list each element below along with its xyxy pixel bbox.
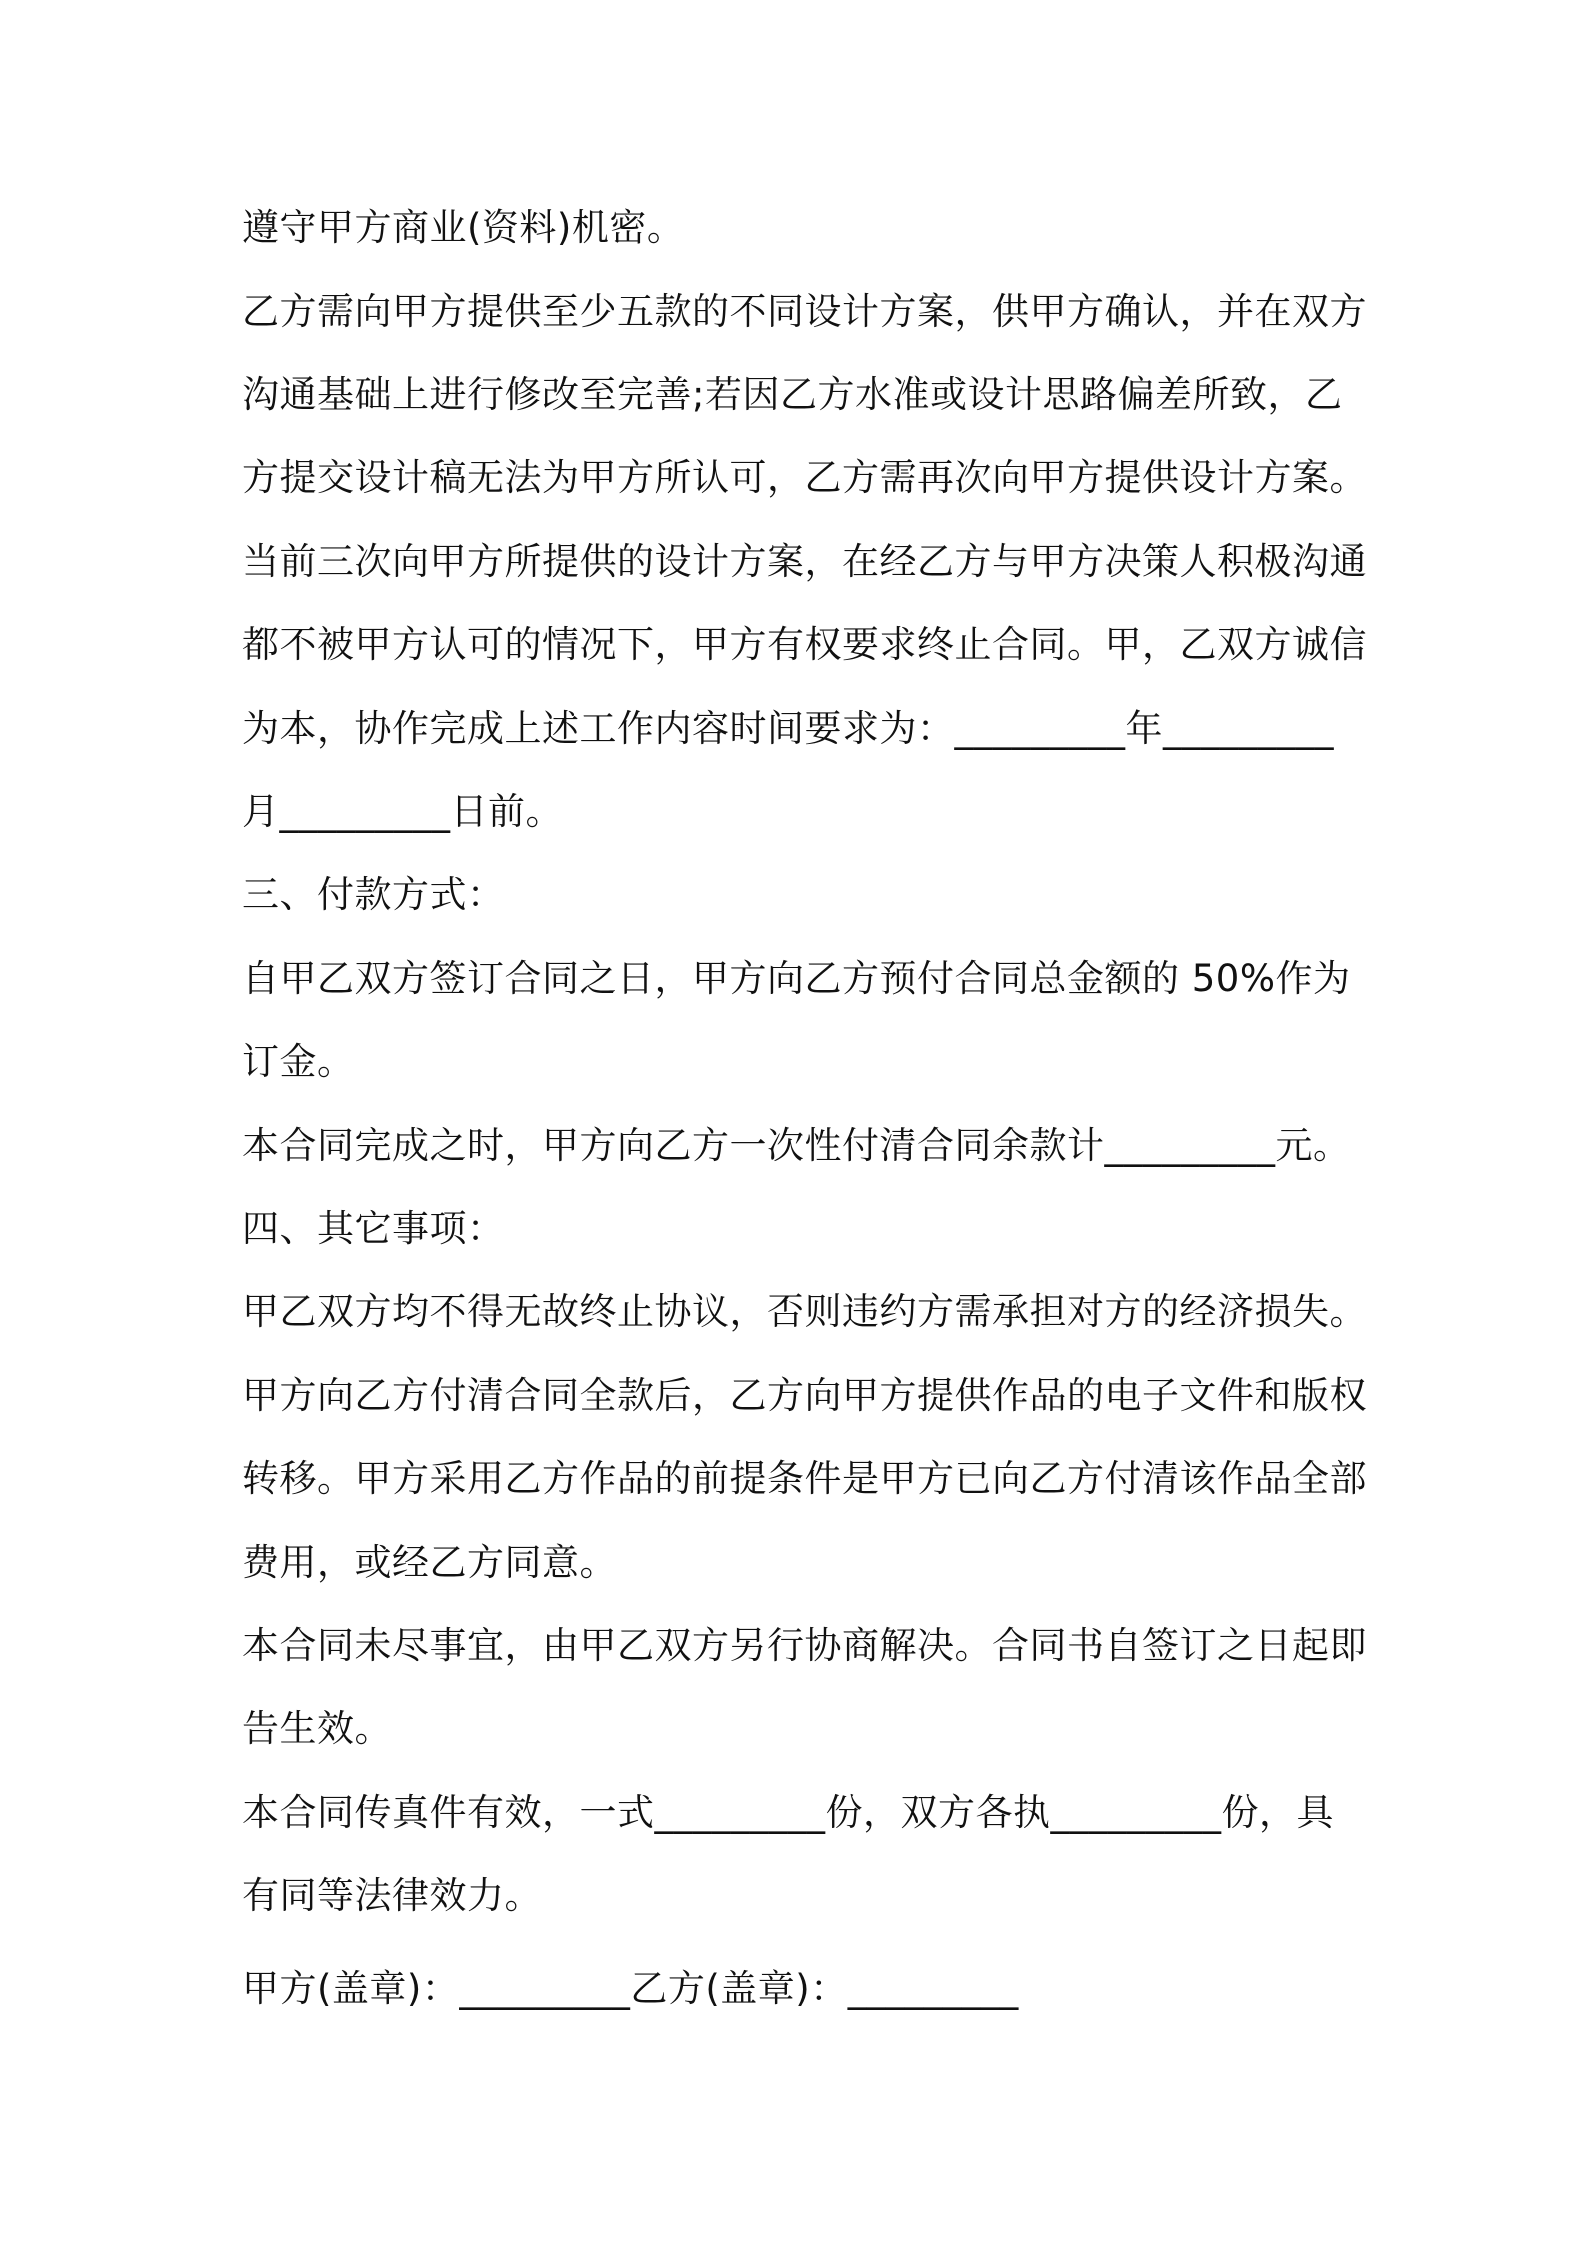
text-line-confidentiality: 遵守甲方商业(资料)机密。 (242, 206, 685, 249)
text-line: 订金。 (242, 1040, 355, 1083)
signature-line: 甲方(盖章)：_________乙方(盖章)：_________ (242, 1967, 1019, 2010)
section-heading-other-matters: 四、其它事项： (242, 1207, 505, 1250)
text-line: 转移。甲方采用乙方作品的前提条件是甲方已向乙方付清该作品全部 (242, 1457, 1367, 1500)
text-line-deposit: 自甲乙双方签订合同之日，甲方向乙方预付合同总金额的 50%作为 (242, 957, 1351, 1000)
section-heading-payment: 三、付款方式： (242, 873, 505, 916)
text-line: 沟通基础上进行修改至完善;若因乙方水准或设计思路偏差所致，乙 (242, 373, 1343, 416)
text-line: 方提交设计稿无法为甲方所认可，乙方需再次向甲方提供设计方案。 (242, 456, 1367, 499)
text-line-balance-payment: 本合同完成之时，甲方向乙方一次性付清合同余款计_________元。 (242, 1124, 1351, 1167)
text-line: 当前三次向甲方所提供的设计方案，在经乙方与甲方决策人积极沟通 (242, 540, 1367, 583)
text-line-deadline-date: 月_________日前。 (242, 790, 563, 833)
text-line: 告生效。 (242, 1707, 392, 1750)
text-line-termination: 甲乙双方均不得无故终止协议，否则违约方需承担对方的经济损失。 (242, 1290, 1367, 1333)
text-line: 都不被甲方认可的情况下，甲方有权要求终止合同。甲，乙双方诚信 (242, 623, 1367, 666)
text-line-deadline: 为本，协作完成上述工作内容时间要求为：_________年_________ (242, 707, 1334, 750)
text-line-design-proposals: 乙方需向甲方提供至少五款的不同设计方案，供甲方确认，并在双方 (242, 290, 1367, 333)
text-line-copies: 本合同传真件有效，一式_________份，双方各执_________份，具 (242, 1791, 1334, 1834)
text-line: 有同等法律效力。 (242, 1874, 542, 1917)
text-line-copyright: 甲方向乙方付清合同全款后，乙方向甲方提供作品的电子文件和版权 (242, 1374, 1367, 1417)
text-line: 费用，或经乙方同意。 (242, 1541, 617, 1584)
text-line-unresolved-matters: 本合同未尽事宜，由甲乙双方另行协商解决。合同书自签订之日起即 (242, 1624, 1367, 1667)
